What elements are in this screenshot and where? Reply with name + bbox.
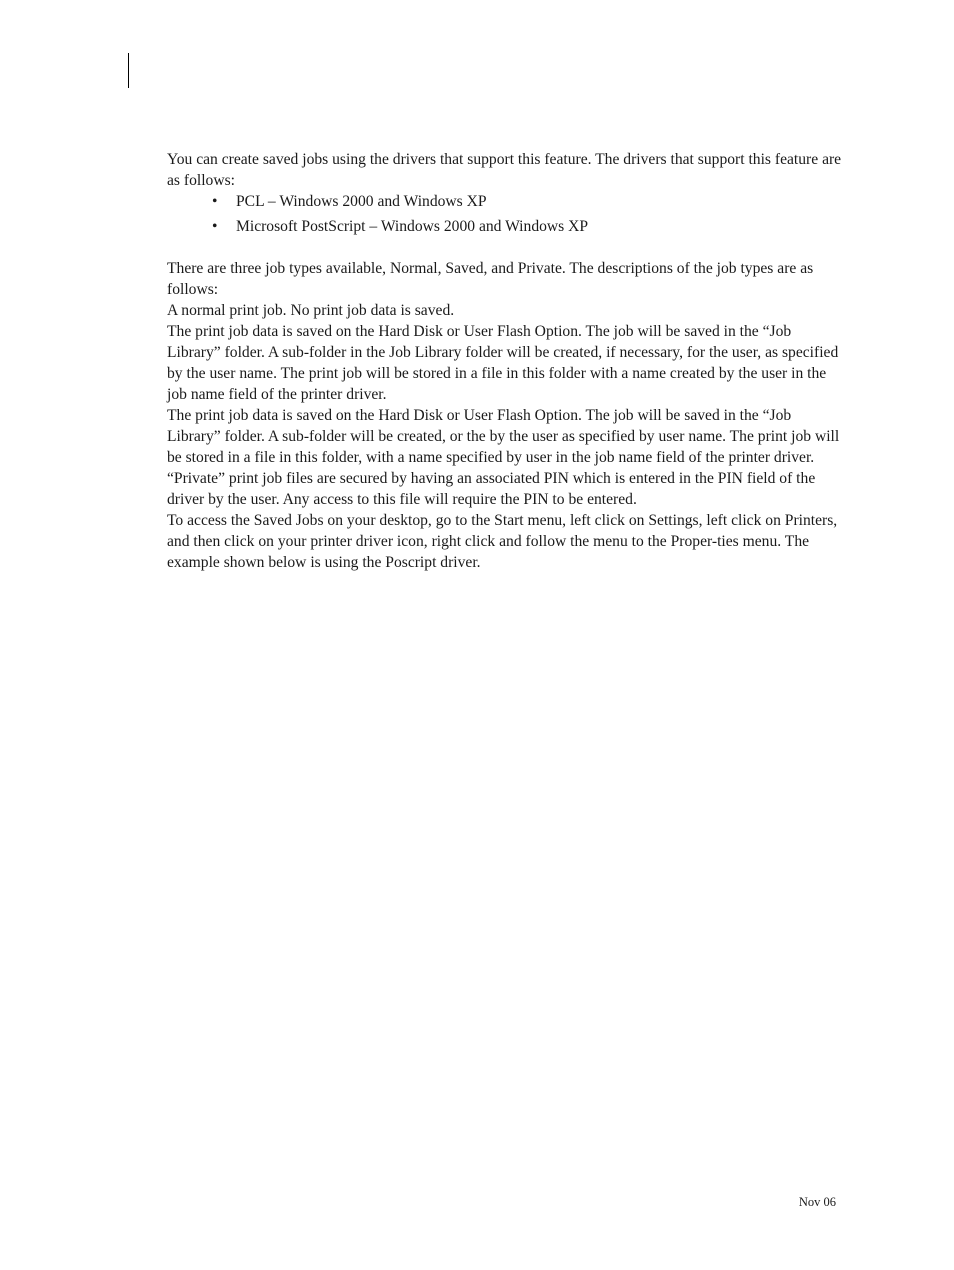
footer-date: Nov 06: [798, 1195, 836, 1209]
driver-item-label: Microsoft PostScript – Windows 2000 and Windows XP: [236, 218, 589, 235]
change-bar: [128, 53, 129, 88]
job-types-paragraph: There are three job types available, Normal, Saved, and Private. The descriptions of the job types are as follows:: [167, 260, 814, 298]
driver-list: [167, 191, 842, 241]
driver-item-label: PCL – Windows 2000 and Windows XP: [236, 193, 487, 210]
bullet-icon: •: [212, 193, 218, 210]
page-body: [167, 149, 842, 573]
list-item: [167, 216, 842, 241]
saved-job-description: The print job data is saved on the Hard Disk or User Flash Option. The job will be saved in the “Job Library” folder. A sub-folder in the Job Library folder will be created, if necessary, for the user, as specified by the user name. The print job will be stored in a file in this folder with a name created by the user in the job name field of the printer driver.: [167, 323, 839, 403]
bullet-icon: •: [212, 218, 218, 235]
normal-job-description: A normal print job. No print job data is saved.: [167, 302, 455, 319]
intro-paragraph: You can create saved jobs using the drivers that support this feature. The drivers that support this feature are as follows:: [167, 151, 842, 189]
private-job-description: The print job data is saved on the Hard Disk or User Flash Option. The job will be saved in the “Job Library” folder. A sub-folder will be created, or the by the user as specified by user name. The print job will be stored in a file in this folder, with a name specified by user in the job name field of the printer driver. “Private” print job files are secured by having an associated PIN which is entered in the PIN field of the driver by the user. Any access to this file will require the PIN to be entered.: [167, 407, 840, 508]
list-item: [167, 191, 842, 216]
access-instructions-paragraph: To access the Saved Jobs on your desktop, go to the Start menu, left click on Settings, left click on Printers, and then click on your printer driver icon, right click and follow the menu to the Proper-ties menu. The example shown below is using the Poscript driver.: [167, 512, 838, 571]
